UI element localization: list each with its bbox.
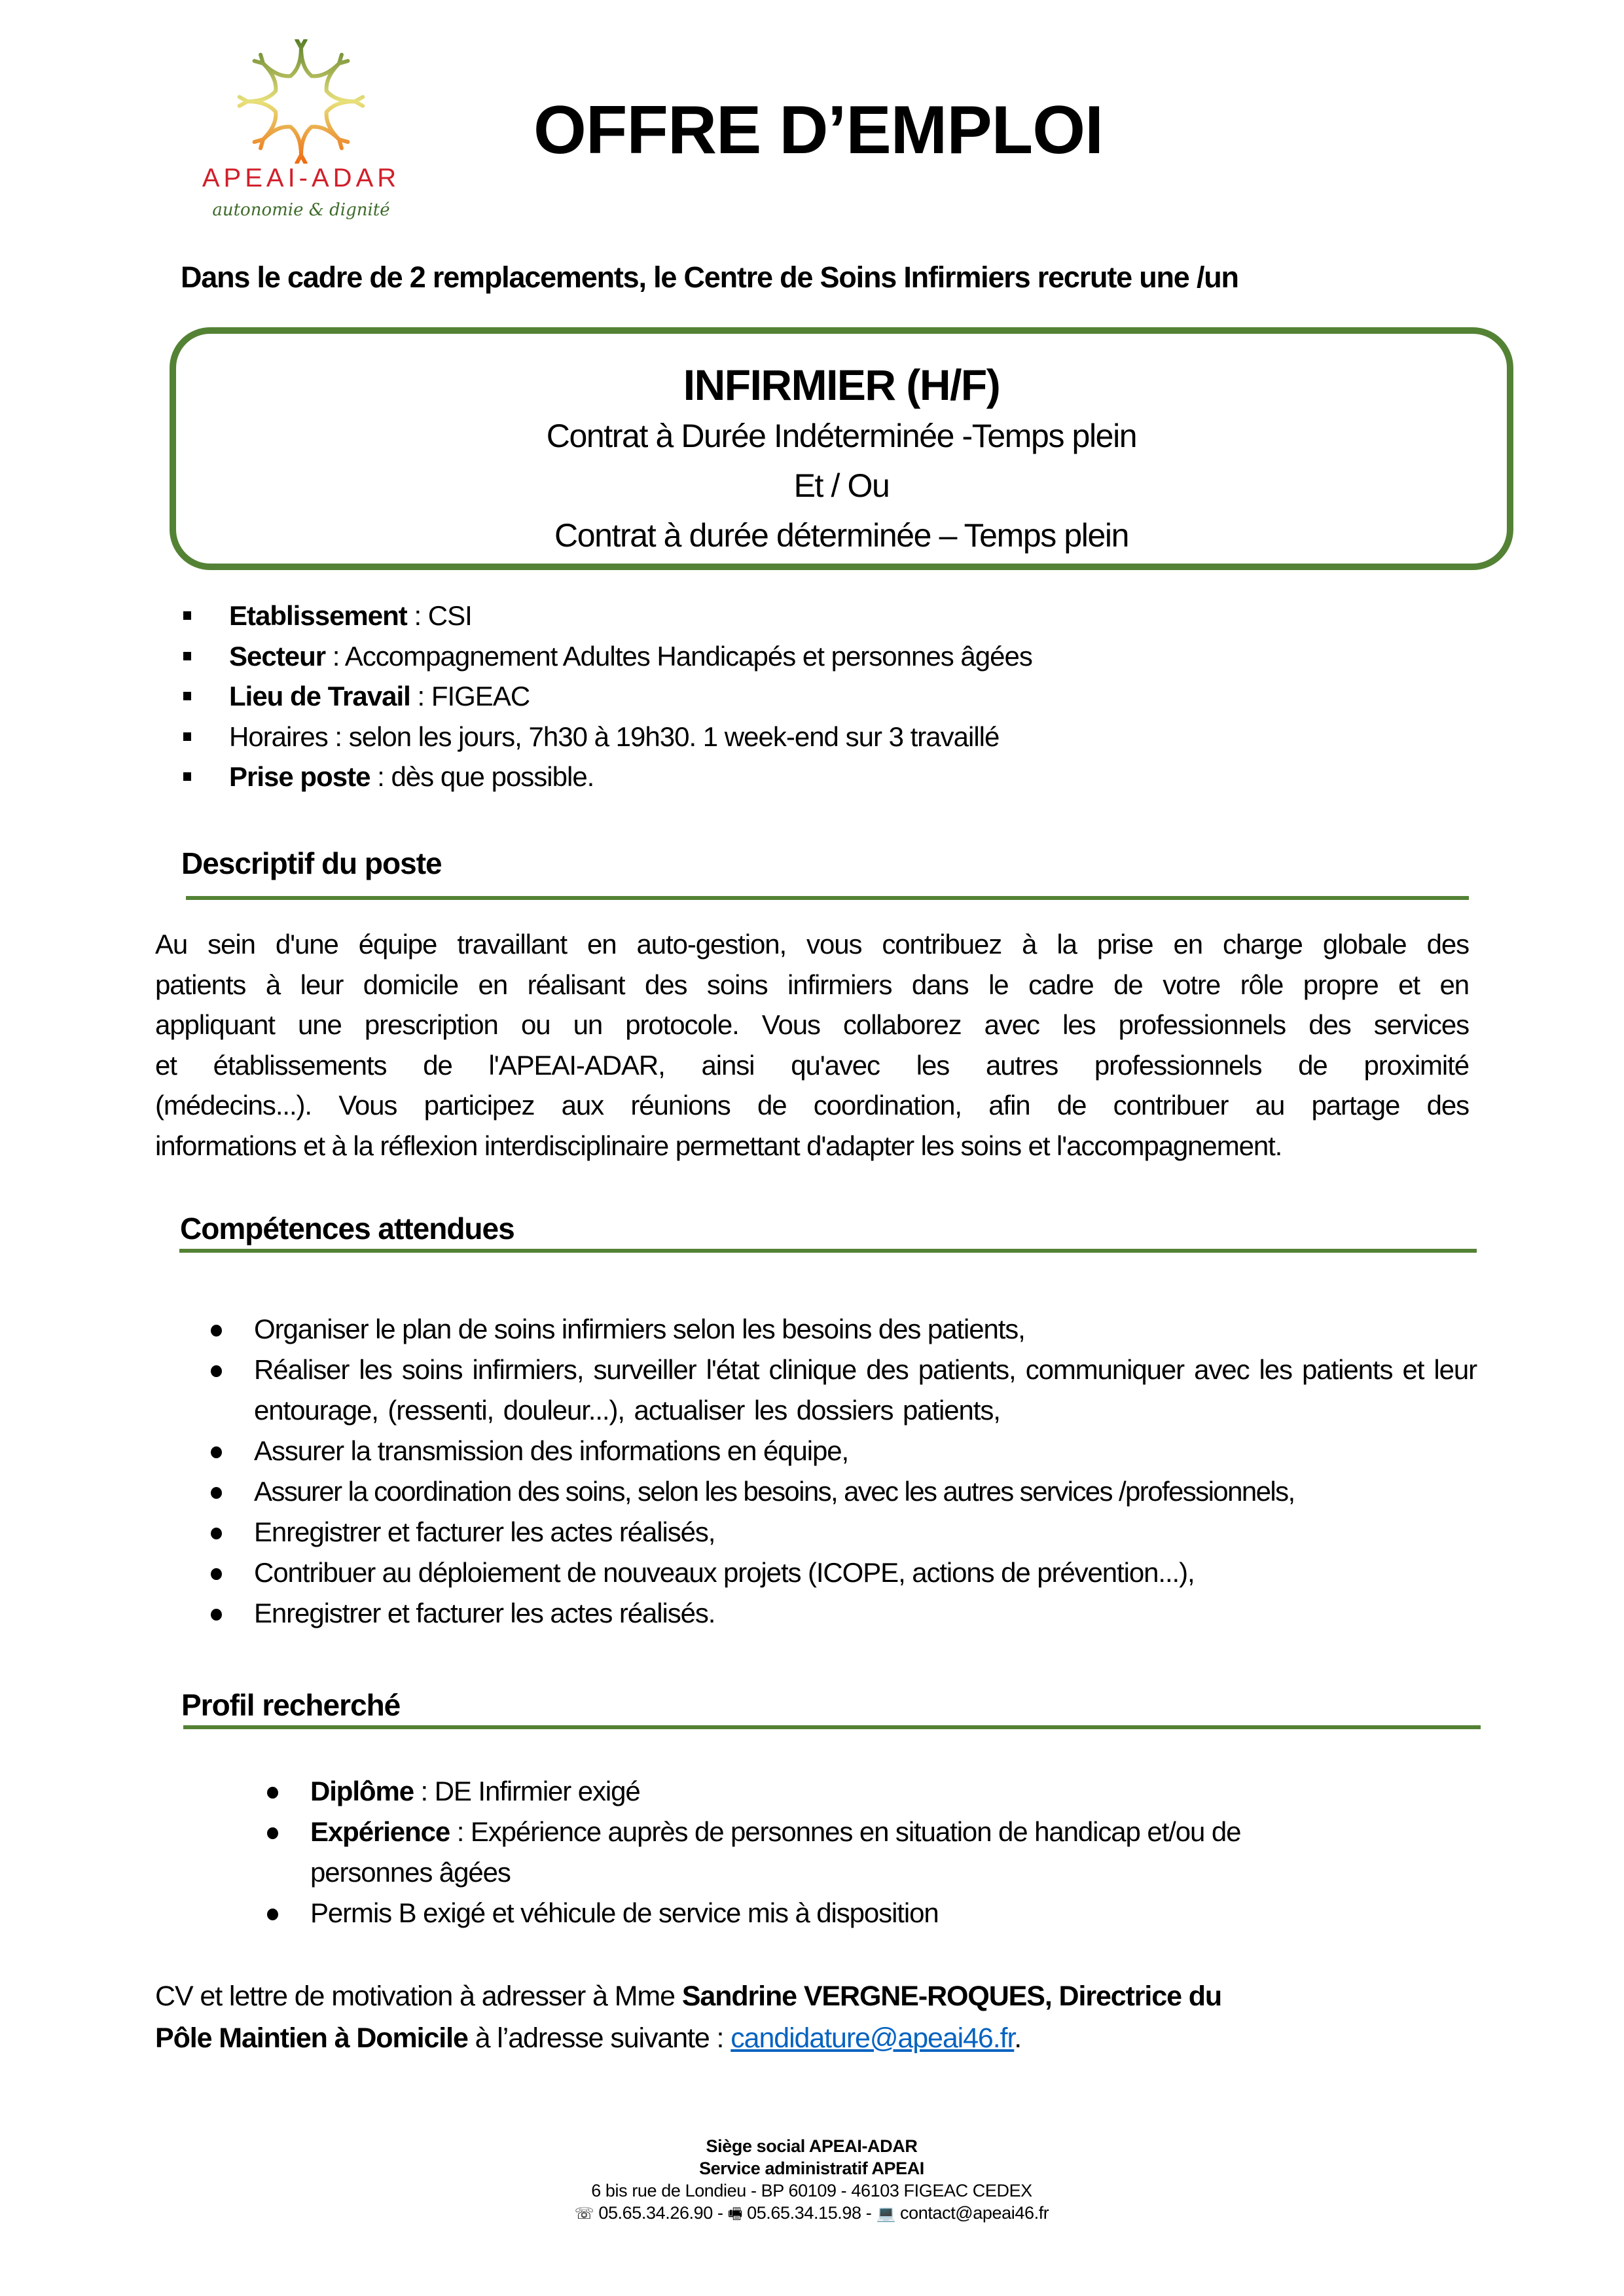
bullet-icon xyxy=(211,1609,222,1621)
section-rule xyxy=(186,896,1469,900)
square-bullet-icon xyxy=(183,732,191,741)
skills-list xyxy=(211,1309,1477,1634)
logo-star-icon xyxy=(196,39,406,164)
bullet-icon xyxy=(267,1787,278,1799)
contract-line-2: Et / Ou xyxy=(793,467,890,504)
footer-line-2: Service administratif APEAI xyxy=(699,2159,924,2178)
fact-item: Etablissement : CSI xyxy=(183,596,1032,636)
description-paragraph xyxy=(155,924,1469,1166)
footer-address: 6 bis rue de Londieu - BP 60109 - 46103 FIGEAC CEDEX xyxy=(591,2181,1032,2200)
footer-line-1: Siège social APEAI-ADAR xyxy=(706,2136,918,2156)
facts-list xyxy=(183,596,1032,797)
bullet-icon xyxy=(211,1325,222,1336)
fact-label: Lieu de Travail xyxy=(229,681,410,711)
fact-value: Accompagnement Adultes Handicapés et personnes âgées xyxy=(344,640,1032,672)
bullet-icon xyxy=(211,1365,222,1377)
page-title: OFFRE D’EMPLOI xyxy=(533,92,1103,168)
contract-line-1: Contrat à Durée Indéterminée -Temps plein xyxy=(546,418,1137,454)
fact-value: Horaires : selon les jours, 7h30 à 19h30. 1 week-end sur 3 travaillé xyxy=(229,721,1000,752)
description-line: Au sein d'une équipe travaillant en auto-gestion, vous contribuez à la prise en charge globale des xyxy=(155,929,1469,960)
description-line: (médecins...). Vous participez aux réunions de coordination, afin de contribuer au partage des xyxy=(155,1090,1469,1121)
profile-list xyxy=(267,1771,1380,1933)
description-line: appliquant une prescription ou un protocole. Vous collaborez avec les professionnels des services xyxy=(155,1009,1469,1040)
application-text: CV et lettre de motivation à adresser à Mme Sandrine VERGNE-ROQUES, Directrice du Pôle Maintien à Domicile à l’adresse suivante : candidature@apeai46.fr. xyxy=(155,1981,1222,2054)
profile-item: Permis B exigé et véhicule de service mis à disposition xyxy=(267,1893,1380,1933)
bullet-icon xyxy=(211,1528,222,1539)
fact-item: Prise poste : dès que possible. xyxy=(183,757,1032,797)
skill-item: Contribuer au déploiement de nouveaux projets (ICOPE, actions de prévention...), xyxy=(211,1552,1477,1593)
fax-icon: 🖷 xyxy=(727,2204,742,2223)
contract-line-3: Contrat à durée déterminée – Temps plein xyxy=(554,517,1128,554)
fact-value: FIGEAC xyxy=(431,681,530,711)
section-heading-profile: Profil recherché xyxy=(181,1688,401,1722)
section-heading-skills: Compétences attendues xyxy=(180,1211,514,1246)
fact-item: Secteur : Accompagnement Adultes Handicapés et personnes âgées xyxy=(183,636,1032,677)
position-box xyxy=(170,327,1513,570)
logo-name: APEAI-ADAR xyxy=(202,164,401,192)
position-title: INFIRMIER (H/F) xyxy=(683,361,1000,409)
bullet-icon xyxy=(211,1487,222,1499)
square-bullet-icon xyxy=(183,692,191,700)
intro-text: Dans le cadre de 2 remplacements, le Centre de Soins Infirmiers recrute une /un xyxy=(181,260,1238,294)
fact-value: dès que possible. xyxy=(391,761,594,792)
skill-item: Enregistrer et facturer les actes réalisés. xyxy=(211,1593,1477,1634)
skill-item: Enregistrer et facturer les actes réalisés, xyxy=(211,1512,1477,1552)
bullet-icon xyxy=(211,1446,222,1458)
skill-item: Réaliser les soins infirmiers, surveiller l'état clinique des patients, communiquer avec les patients et leur entourage, (ressenti, douleur...), actualiser les dossiers patients, xyxy=(211,1350,1477,1431)
fact-value: CSI xyxy=(427,600,472,631)
section-heading-description: Descriptif du poste xyxy=(181,846,442,880)
description-line: informations et à la réflexion interdisciplinaire permettant d'adapter les soins et l'accompagnement. xyxy=(155,1130,1282,1161)
profile-item: Expérience : Expérience auprès de personnes en situation de handicap et/ou de personnes âgées xyxy=(267,1812,1344,1893)
fact-item xyxy=(183,717,1032,757)
square-bullet-icon xyxy=(183,772,191,781)
description-line: patients à leur domicile en réalisant des soins infirmiers dans le cadre de votre rôle propre et en xyxy=(155,969,1469,1000)
bullet-icon xyxy=(267,1909,278,1920)
section-rule xyxy=(179,1249,1477,1253)
fact-label: Prise poste xyxy=(229,761,370,792)
profile-item: Diplôme : DE Infirmier exigé xyxy=(267,1771,1380,1812)
square-bullet-icon xyxy=(183,611,191,620)
bullet-icon xyxy=(211,1568,222,1580)
skill-item: Organiser le plan de soins infirmiers selon les besoins des patients, xyxy=(211,1309,1477,1350)
fact-item: Lieu de Travail : FIGEAC xyxy=(183,676,1032,717)
logo-tagline: autonomie & dignité xyxy=(212,200,390,220)
skill-item: Assurer la coordination des soins, selon les besoins, avec les autres services /professionnels, xyxy=(211,1471,1477,1512)
fact-label: Secteur xyxy=(229,640,326,672)
skill-item: Assurer la transmission des informations en équipe, xyxy=(211,1431,1477,1471)
bullet-icon xyxy=(267,1827,278,1839)
square-bullet-icon xyxy=(183,652,191,660)
telephone-icon: ☏ xyxy=(574,2204,594,2223)
fact-label: Etablissement xyxy=(229,600,407,631)
footer xyxy=(484,2135,1139,2225)
computer-icon: 💻 xyxy=(876,2204,895,2223)
logo-star-path xyxy=(240,40,363,164)
section-rule xyxy=(183,1725,1481,1729)
application-email-link[interactable]: candidature@apeai46.fr xyxy=(731,2022,1015,2054)
footer-contacts: ☏ 05.65.34.26.90 - 🖷 05.65.34.15.98 - 💻 contact@apeai46.fr xyxy=(574,2203,1049,2223)
logo xyxy=(196,39,406,236)
description-line: et établissements de l'APEAI-ADAR, ainsi qu'avec les autres professionnels de proximité xyxy=(155,1049,1469,1081)
